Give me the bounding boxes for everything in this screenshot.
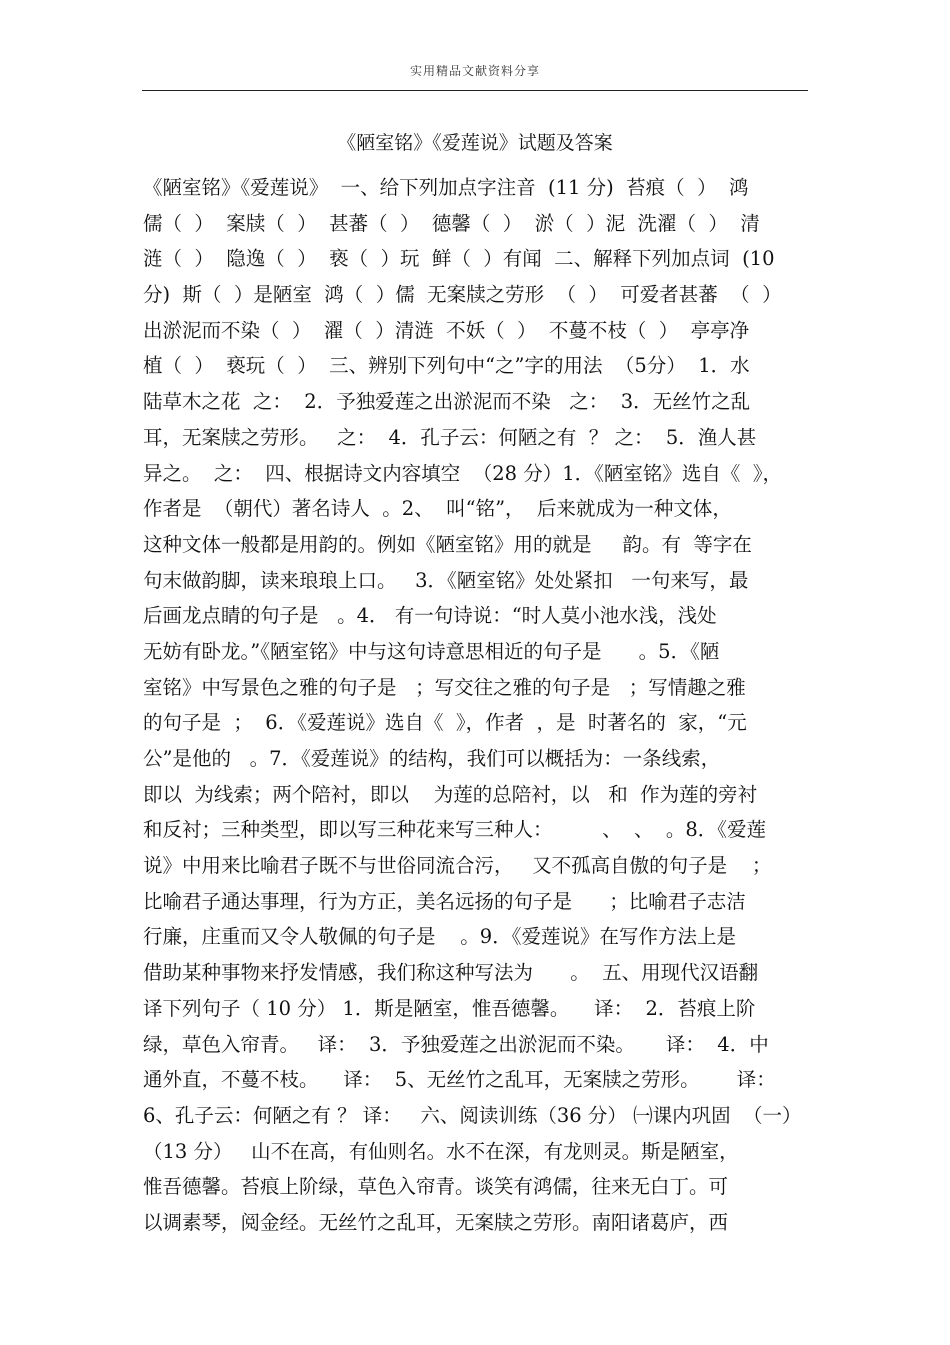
body-line: 植（ ） 亵玩（ ） 三、辨别下列句中“之”字的用法 （5分） 1．水 bbox=[143, 354, 750, 378]
body-line: 出淤泥而不染（ ） 濯（ ）清涟 不妖（ ） 不蔓不枝（ ） 亭亭净 bbox=[143, 318, 750, 342]
body-line: 的句子是 ； 6．《爱莲说》选自《 》，作者 ，是 时著名的 家，“元 bbox=[143, 711, 747, 735]
document-body bbox=[143, 170, 813, 1241]
body-line: 通外直，不蔓不枝。 译： 5、无丝竹之乱耳，无案牍之劳形。 译： bbox=[143, 1068, 776, 1092]
body-line: 惟吾德馨。苔痕上阶绿，草色入帘青。谈笑有鸿儒，往来无白丁。可 bbox=[143, 1175, 729, 1199]
body-line: （13 分） 山不在高，有仙则名。水不在深，有龙则灵。斯是陋室， bbox=[143, 1139, 739, 1163]
body-line: 行廉，庄重而又令人敬佩的句子是 。9．《爱莲说》在写作方法上是 bbox=[143, 925, 736, 949]
body-line: 绿，草色入帘青。 译： 3．予独爱莲之出淤泥而不染。 译： 4．中 bbox=[143, 1032, 769, 1056]
page-header: 实用精品文献资料分享 bbox=[409, 64, 540, 78]
body-line: 和反衬；三种类型，即以写三种花来写三种人： 、 、 。8．《爱莲 bbox=[143, 818, 767, 842]
body-line: 比喻君子通达事理，行为方正，美名远扬的句子是 ；比喻君子志洁 bbox=[143, 889, 746, 913]
body-line: 涟（ ） 隐逸（ ） 亵（ ）玩 鲜（ ）有闻 二、解释下列加点词 (10 bbox=[143, 247, 775, 271]
body-line: 作者是 （朝代）著名诗人 。2、 叫“铭”， 后来就成为一种文体， bbox=[143, 497, 732, 521]
body-line: 6、孔子云：何陋之有 ？ 译： 六、阅读训练（36 分） ㈠课内巩固 （一） bbox=[143, 1103, 802, 1127]
body-line: 异之。 之： 四、根据诗文内容填空 （28 分）1．《陋室铭》选自《 》， bbox=[143, 461, 783, 485]
body-line: 借助某种事物来抒发情感，我们称这种写法为 。 五、用现代汉语翻 bbox=[143, 961, 759, 985]
body-line: 耳，无案牍之劳形。 之： 4．孔子云：何陋之有 ？ 之： 5．渔人甚 bbox=[143, 425, 757, 449]
body-line: 无妨有卧龙。”《陋室铭》中与这句诗意思相近的句子是 。5．《陋 bbox=[143, 639, 720, 663]
body-line: 分) 斯（ ）是陋室 鸿（ ）儒 无案牍之劳形 （ ） 可爱者甚蕃 （ ） bbox=[143, 283, 782, 307]
body-line: 这种文体一般都是用韵的。例如《陋室铭》用的就是 韵。有 等字在 bbox=[143, 532, 752, 556]
body-line: 室铭》中写景色之雅的句子是 ；写交往之雅的句子是 ；写情趣之雅 bbox=[143, 675, 746, 699]
body-line: 以调素琴，阅金经。无丝竹之乱耳，无案牍之劳形。南阳诸葛庐，西 bbox=[143, 1210, 729, 1234]
body-line: 译下列句子（ 10 分） 1．斯是陋室，惟吾德馨。 译： 2．苔痕上阶 bbox=[143, 996, 756, 1020]
body-line: 即以 为线索；两个陪衬，即以 为莲的总陪衬，以 和 作为莲的旁衬 bbox=[143, 782, 758, 806]
body-line: 儒（ ） 案牍（ ） 甚蕃（ ） 德馨（ ） 淤（ ）泥 洗濯（ ） 清 bbox=[143, 211, 760, 235]
body-line: 说》中用来比喻君子既不与世俗同流合污， 又不孤高自傲的句子是 ； bbox=[143, 854, 772, 878]
body-line: 《陋室铭》《爱莲说》 一、给下列加点字注音 (11 分) 苔痕（ ） 鸿 bbox=[143, 176, 749, 199]
header-divider bbox=[142, 90, 808, 91]
body-line: 公”是他的 。7．《爱莲说》的结构，我们可以概括为：一条线索， bbox=[143, 747, 721, 770]
body-line: 后画龙点睛的句子是 。4． 有一句诗说：“时人莫小池水浅，浅处 bbox=[143, 604, 717, 628]
body-line: 陆草木之花 之： 2．予独爱莲之出淤泥而不染 之： 3．无丝竹之乱 bbox=[143, 390, 751, 414]
body-line: 句末做韵脚，读来琅琅上口。 3．《陋室铭》处处紧扣 一句来写，最 bbox=[143, 568, 749, 592]
document-title: 《陋室铭》《爱莲说》试题及答案 bbox=[337, 132, 613, 154]
